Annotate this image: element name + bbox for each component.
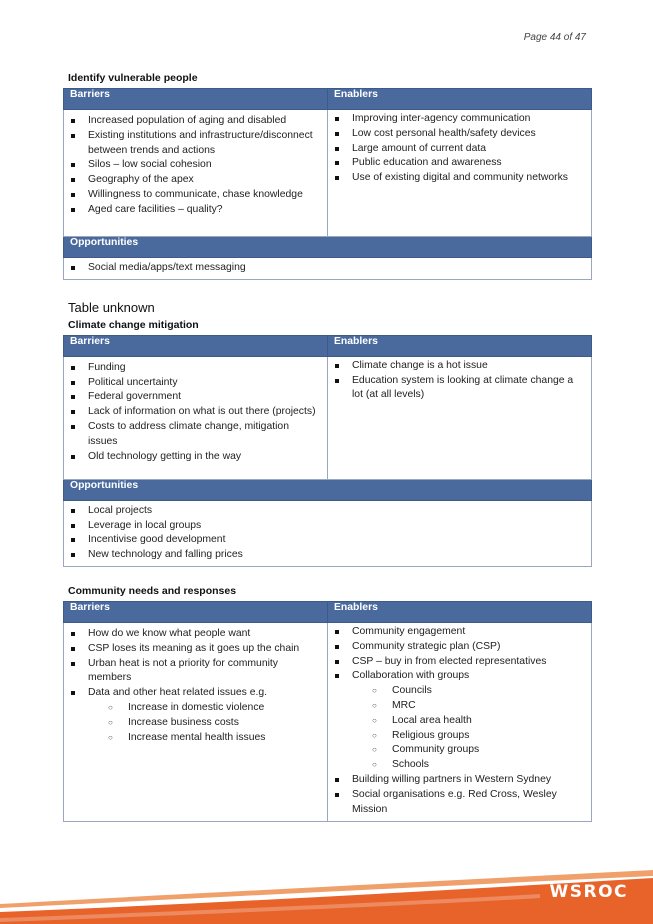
climate-table — [63, 335, 592, 567]
list-item: Increased population of aging and disabled — [68, 114, 321, 129]
enablers-list-continued — [332, 773, 585, 817]
barriers-sublist — [68, 701, 321, 745]
list-item: Use of existing digital and community networks — [332, 171, 585, 186]
barriers-header: Barriers — [64, 601, 328, 622]
enablers-list — [332, 359, 585, 403]
list-item: ○ Local area health — [332, 714, 585, 729]
list-item: ○ Religious groups — [332, 729, 585, 744]
list-item: ○ Increase mental health issues — [68, 731, 321, 746]
table-unknown-heading: Table unknown — [68, 299, 155, 315]
list-item: Social organisations e.g. Red Cross, Wesley Mission — [332, 788, 585, 818]
list-item: Leverage in local groups — [68, 519, 585, 534]
opportunities-header: Opportunities — [64, 237, 592, 258]
section-title-vulnerable: Identify vulnerable people — [68, 72, 198, 84]
list-item: CSP – buy in from elected representatives — [332, 655, 585, 670]
list-item: ○ MRC — [332, 699, 585, 714]
list-item: ○ Increase in domestic violence — [68, 701, 321, 716]
barriers-header: Barriers — [64, 335, 328, 356]
list-item: Social media/apps/text messaging — [68, 261, 585, 276]
list-item: ○ Councils — [332, 684, 585, 699]
list-item: Funding — [68, 361, 321, 376]
opportunities-list — [68, 261, 585, 276]
list-item: ○ Increase business costs — [68, 716, 321, 731]
page-footer — [0, 868, 653, 924]
list-item: Climate change is a hot issue — [332, 359, 585, 374]
list-item: Education system is looking at climate change a lot (at all levels) — [332, 374, 585, 404]
barriers-list — [68, 114, 321, 218]
list-item: Local projects — [68, 504, 585, 519]
list-item: New technology and falling prices — [68, 548, 585, 563]
list-item: CSP loses its meaning as it goes up the chain — [68, 642, 321, 657]
list-item: How do we know what people want — [68, 627, 321, 642]
wsroc-logo: WSROC — [549, 882, 628, 902]
community-table — [63, 601, 592, 822]
enablers-header: Enablers — [328, 601, 592, 622]
enablers-list — [332, 625, 585, 684]
list-item: Large amount of current data — [332, 142, 585, 157]
section-title-climate: Climate change mitigation — [68, 318, 199, 331]
list-item: Data and other heat related issues e.g. — [68, 686, 321, 701]
opportunities-list — [68, 504, 585, 563]
list-item: Existing institutions and infrastructure/disconnect between trends and actions — [68, 129, 321, 159]
list-item: Collaboration with groups — [332, 669, 585, 684]
list-item: Building willing partners in Western Sydney — [332, 773, 585, 788]
list-item: Federal government — [68, 390, 321, 405]
list-item: ○ Community groups — [332, 743, 585, 758]
barriers-list — [68, 361, 321, 465]
list-item: Improving inter-agency communication — [332, 112, 585, 127]
page-content — [63, 72, 592, 822]
list-item: Public education and awareness — [332, 156, 585, 171]
list-item: Old technology getting in the way — [68, 450, 321, 465]
list-item: Political uncertainty — [68, 376, 321, 391]
vulnerable-table — [63, 88, 592, 280]
enablers-header: Enablers — [328, 335, 592, 356]
list-item: Willingness to communicate, chase knowledge — [68, 188, 321, 203]
barriers-list — [68, 627, 321, 701]
list-item: Community strategic plan (CSP) — [332, 640, 585, 655]
list-item: Urban heat is not a priority for community members — [68, 657, 321, 687]
barriers-header: Barriers — [64, 89, 328, 110]
list-item: Low cost personal health/safety devices — [332, 127, 585, 142]
section-title-community: Community needs and responses — [68, 584, 237, 597]
list-item: ○ Schools — [332, 758, 585, 773]
list-item: Costs to address climate change, mitigation issues — [68, 420, 321, 450]
list-item: Lack of information on what is out there (projects) — [68, 405, 321, 420]
enablers-sublist — [332, 684, 585, 773]
list-item: Community engagement — [332, 625, 585, 640]
list-item: Aged care facilities – quality? — [68, 203, 321, 218]
list-item: Geography of the apex — [68, 173, 321, 188]
list-item: Silos – low social cohesion — [68, 158, 321, 173]
list-item: Incentivise good development — [68, 533, 585, 548]
opportunities-header: Opportunities — [64, 479, 592, 500]
enablers-list — [332, 112, 585, 186]
enablers-header: Enablers — [328, 89, 592, 110]
page-number: Page 44 of 47 — [523, 32, 586, 43]
